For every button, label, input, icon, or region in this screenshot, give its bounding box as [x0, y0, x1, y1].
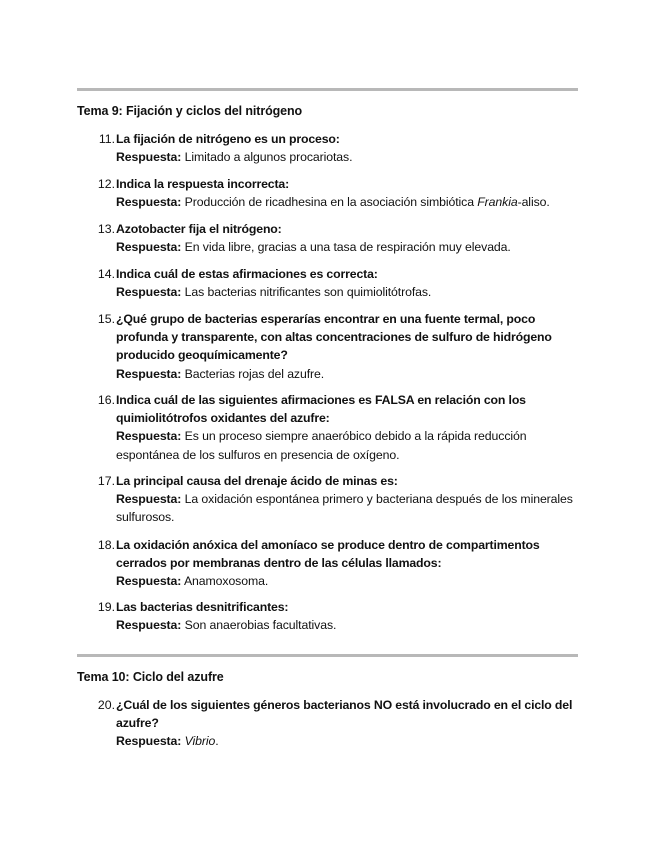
answer-label: Respuesta:	[116, 618, 182, 633]
answer-value: La oxidación espontánea primero y bacteriana después de los minerales sulfurosos.	[116, 492, 573, 525]
question-number: 14.	[97, 267, 115, 281]
answer-label: Respuesta:	[116, 366, 182, 381]
answer-text	[116, 572, 575, 590]
answer-italic: Vibrio	[184, 734, 216, 749]
answer-label: Respuesta:	[116, 150, 182, 165]
answer-text	[116, 732, 575, 750]
answer-text	[116, 283, 575, 301]
list-item	[95, 391, 575, 464]
answer-suffix: -aliso.	[517, 195, 550, 210]
answer-value: En vida libre, gracias a una tasa de respiración muy elevada.	[184, 240, 511, 255]
answer-text	[116, 616, 575, 634]
question-text: ¿Cuál de los siguientes géneros bacterianos NO está involucrado en el ciclo del azufre?	[116, 698, 573, 731]
section-title: Tema 10: Ciclo del azufre	[77, 670, 224, 684]
question-text: La oxidación anóxica del amoníaco se produce dentro de compartimentos cerrados por membranas dentro de las células llamados:	[116, 538, 540, 571]
question-text: La fijación de nitrógeno es un proceso:	[116, 132, 340, 146]
answer-label: Respuesta:	[116, 734, 182, 749]
question-number: 17.	[97, 474, 115, 488]
question-text: Azotobacter fija el nitrógeno:	[116, 222, 282, 236]
section-divider	[77, 654, 578, 657]
answer-value: Producción de ricadhesina en la asociación simbiótica	[184, 195, 478, 210]
answer-value: Bacterias rojas del azufre.	[184, 366, 325, 381]
answer-text	[116, 238, 575, 256]
answer-text	[116, 365, 575, 383]
list-item	[95, 598, 575, 634]
list-item	[95, 536, 575, 591]
answer-label: Respuesta:	[116, 285, 182, 300]
question-text: Indica cuál de estas afirmaciones es correcta:	[116, 267, 378, 281]
answer-label: Respuesta:	[116, 429, 182, 444]
answer-italic: Frankia	[477, 195, 518, 210]
answer-value: Las bacterias nitrificantes son quimiolitótrofas.	[184, 285, 432, 300]
answer-text	[116, 193, 575, 211]
question-number: 12.	[97, 177, 115, 191]
section-title: Tema 9: Fijación y ciclos del nitrógeno	[77, 104, 303, 118]
answer-value: Limitado a algunos procariotas.	[184, 150, 353, 165]
question-text: ¿Qué grupo de bacterias esperarías encontrar en una fuente termal, poco profunda y transparente, con altas concentraciones de sulfuro de hidrógeno producido geoquímicamente?	[116, 312, 552, 363]
question-text: Las bacterias desnitrificantes:	[116, 600, 289, 614]
answer-label: Respuesta:	[116, 574, 182, 589]
question-number: 15.	[97, 312, 115, 326]
question-number: 11.	[98, 132, 115, 146]
answer-label: Respuesta:	[116, 240, 182, 255]
list-item	[95, 175, 575, 211]
answer-text	[116, 427, 575, 463]
list-item	[95, 265, 575, 301]
question-number: 18.	[97, 538, 115, 552]
list-item	[95, 472, 575, 527]
question-number: 20.	[97, 698, 115, 712]
list-item	[95, 696, 575, 751]
answer-label: Respuesta:	[116, 195, 182, 210]
list-item	[95, 220, 575, 256]
question-number: 13.	[97, 222, 115, 236]
answer-text	[116, 490, 575, 526]
question-text: La principal causa del drenaje ácido de minas es:	[116, 474, 398, 488]
answer-value: Es un proceso siempre anaeróbico debido a la rápida reducción espontánea de los sulfuros en presencia de oxígeno.	[116, 429, 527, 462]
answer-text	[116, 148, 575, 166]
question-text: Indica la respuesta incorrecta:	[116, 177, 290, 191]
question-number: 16.	[97, 393, 115, 407]
answer-value: Son anaerobias facultativas.	[184, 618, 337, 633]
question-text: Indica cuál de las siguientes afirmaciones es FALSA en relación con los quimiolitótrofos oxidantes del azufre:	[116, 393, 526, 426]
answer-suffix: .	[215, 734, 219, 749]
list-item	[95, 310, 575, 383]
section-divider	[77, 88, 578, 91]
question-number: 19.	[97, 600, 115, 614]
answer-label: Respuesta:	[116, 492, 182, 507]
answer-value: Anamoxosoma.	[183, 574, 269, 589]
list-item	[95, 130, 575, 166]
